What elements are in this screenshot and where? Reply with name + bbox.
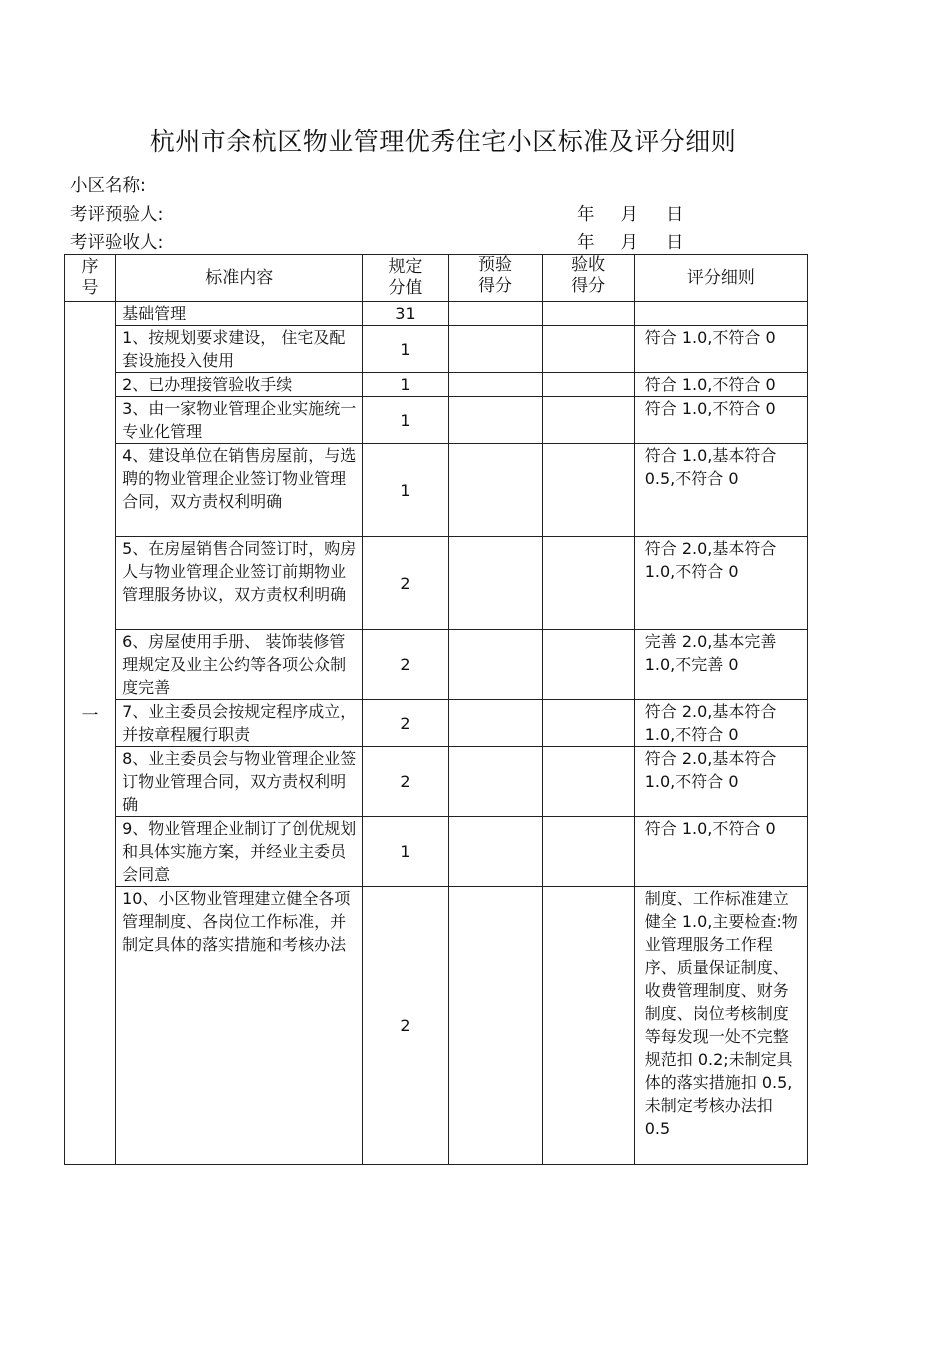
row-score: 2	[363, 700, 448, 747]
row-rule: 符合 1.0,基本符合 0.5,不符合 0	[634, 444, 807, 537]
row-content: 8、业主委员会与物业管理企业签订物业管理合同，双方责权利明确	[116, 747, 363, 817]
row-rule: 符合 1.0,不符合 0	[634, 397, 807, 444]
date-month: 月	[620, 205, 638, 225]
row-content: 7、业主委员会按规定程序成立，并按章程履行职责	[116, 700, 363, 747]
header-content: 标准内容	[116, 255, 363, 302]
row-score: 1	[363, 373, 448, 397]
row-rule: 完善 2.0,基本完善 1.0,不完善 0	[634, 630, 807, 700]
table-row	[65, 887, 808, 1165]
acc-score-cell	[542, 326, 634, 373]
pre-score-cell	[448, 817, 542, 887]
row-rule: 符合 1.0,不符合 0	[634, 326, 807, 373]
row-score: 2	[363, 537, 448, 630]
table-row	[65, 444, 808, 537]
pre-score-cell	[448, 373, 542, 397]
row-content: 10、小区物业管理建立健全各项管理制度、各岗位工作标准，并制定具体的落实措施和考核办法	[116, 887, 363, 1165]
pre-score-cell	[448, 700, 542, 747]
acc-score-cell	[542, 397, 634, 444]
header-seq: 序号	[65, 255, 116, 302]
acc-score-cell	[542, 537, 634, 630]
acc-score-cell	[542, 700, 634, 747]
row-content: 3、由一家物业管理企业实施统一专业化管理	[116, 397, 363, 444]
row-rule: 制度、工作标准建立健全 1.0,主要检查:物业管理服务工作程序、质量保证制度、收费管理制度、财务制度、岗位考核制度等每发现一处不完整规范扣 0.2;未制定具体的落实措施扣 0.5,未制定考核办法扣 0.5	[634, 887, 807, 1165]
acc-score-cell	[542, 817, 634, 887]
row-content: 9、物业管理企业制订了创优规划和具体实施方案，并经业主委员会同意	[116, 817, 363, 887]
acc-score-cell	[542, 444, 634, 537]
section-score: 31	[363, 302, 448, 326]
acceptor-label: 考评验收人:	[70, 233, 164, 253]
row-content: 5、在房屋销售合同签订时，购房人与物业管理企业签订前期物业管理服务协议，双方责权利明确	[116, 537, 363, 630]
row-rule: 符合 2.0,基本符合 1.0,不符合 0	[634, 537, 807, 630]
table-row	[65, 373, 808, 397]
community-name-label: 小区名称:	[70, 176, 146, 196]
acc-score-cell	[542, 630, 634, 700]
header-acc-score: 验收得分	[542, 255, 634, 302]
row-rule: 符合 2.0,基本符合 1.0,不符合 0	[634, 700, 807, 747]
pre-inspector-label: 考评预验人:	[70, 205, 164, 225]
acc-score-cell	[542, 887, 634, 1165]
table-row	[65, 326, 808, 373]
table-row	[65, 747, 808, 817]
date-year: 年	[577, 205, 595, 225]
pre-score-cell	[448, 630, 542, 700]
acc-score-cell	[542, 747, 634, 817]
acceptance-date	[577, 229, 684, 254]
date-day: 日	[666, 205, 684, 225]
pre-score-cell	[448, 537, 542, 630]
acc-score-cell	[542, 373, 634, 397]
row-score: 2	[363, 747, 448, 817]
date-year: 年	[577, 233, 595, 253]
row-score: 2	[363, 887, 448, 1165]
header-rule: 评分细则	[634, 255, 807, 302]
row-score: 1	[363, 444, 448, 537]
rule-cell	[634, 302, 807, 326]
pre-score-cell	[448, 326, 542, 373]
section-name: 基础管理	[116, 302, 363, 326]
pre-score-cell	[448, 887, 542, 1165]
row-rule: 符合 2.0,基本符合 1.0,不符合 0	[634, 747, 807, 817]
row-content: 4、建设单位在销售房屋前，与选聘的物业管理企业签订物业管理合同，双方责权利明确	[116, 444, 363, 537]
header-score: 规定分值	[363, 255, 448, 302]
document-title: 杭州市余杭区物业管理优秀住宅小区标准及评分细则	[149, 127, 737, 156]
table-row	[65, 537, 808, 630]
table-row	[65, 700, 808, 747]
date-day: 日	[666, 233, 684, 253]
row-content: 6、房屋使用手册、 装饰装修管理规定及业主公约等各项公众制度完善	[116, 630, 363, 700]
pre-score-cell	[448, 302, 542, 326]
scoring-table	[64, 254, 808, 1165]
row-content: 1、按规划要求建设， 住宅及配套设施投入使用	[116, 326, 363, 373]
row-content: 2、已办理接管验收手续	[116, 373, 363, 397]
pre-score-cell	[448, 747, 542, 817]
date-month: 月	[620, 233, 638, 253]
table-row	[65, 397, 808, 444]
section-row	[65, 302, 808, 326]
pre-inspection-date	[577, 201, 684, 226]
row-rule: 符合 1.0,不符合 0	[634, 817, 807, 887]
row-rule: 符合 1.0,不符合 0	[634, 373, 807, 397]
pre-score-cell	[448, 444, 542, 537]
pre-score-cell	[448, 397, 542, 444]
table-row	[65, 817, 808, 887]
row-score: 1	[363, 326, 448, 373]
table-header-row	[65, 255, 808, 302]
row-score: 1	[363, 397, 448, 444]
header-pre-score: 预验得分	[448, 255, 542, 302]
row-score: 1	[363, 817, 448, 887]
acc-score-cell	[542, 302, 634, 326]
table-row	[65, 630, 808, 700]
section-seq: 一	[65, 302, 116, 1165]
row-score: 2	[363, 630, 448, 700]
